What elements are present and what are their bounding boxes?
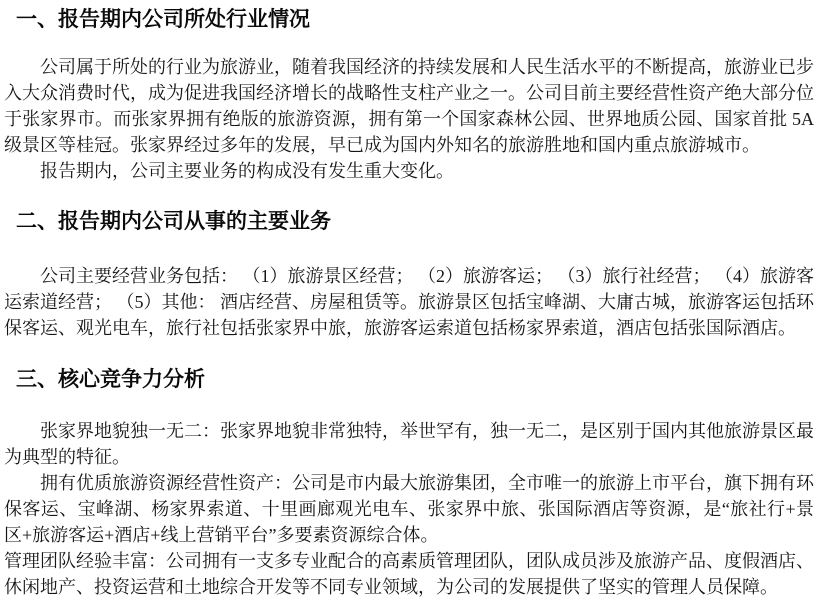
section-main-business bbox=[4, 208, 814, 341]
paragraph-business-scope: 公司主要经营业务包括： （1）旅游景区经营； （2）旅游客运； （3）旅行社经营； （4）旅游客运索道经营； （5）其他： 酒店经营、房屋租赁等。旅游景区包括宝峰湖、大庸古城，旅游客运包括环保客运、观光电车，旅行社包括张家界中旅，旅游客运索道包括杨家界索道，酒店包括张国际酒店。 bbox=[4, 266, 814, 338]
paragraph-no-major-change: 报告期内，公司主要业务的构成没有发生重大变化。 bbox=[40, 161, 454, 181]
paragraph-unique-landform: 张家界地貌独一无二：张家界地貌非常独特，举世罕有，独一无二，是区别于国内其他旅游景区最为典型的特征。 bbox=[4, 421, 814, 467]
section-2-heading: 二、报告期内公司从事的主要业务 bbox=[16, 210, 331, 233]
section-industry-overview bbox=[4, 6, 814, 184]
paragraph-quality-assets: 拥有优质旅游资源经营性资产：公司是市内最大旅游集团，全市唯一的旅游上市平台，旗下拥有环保客运、宝峰湖、杨家界索道、十里画廊观光电车、张家界中旅、张国际酒店等资源，是“旅社行+景区+旅游客运+酒店+线上营销平台”多要素资源综合体。 bbox=[4, 473, 814, 545]
section-3-heading: 三、核心竞争力分析 bbox=[16, 368, 205, 391]
section-1-heading: 一、报告期内公司所处行业情况 bbox=[16, 8, 310, 31]
paragraph-management-team: 管理团队经验丰富：公司拥有一支多专业配合的高素质管理团队，团队成员涉及旅游产品、度假酒店、休闲地产、投资运营和土地综合开发等不同专业领域，为公司的发展提供了坚实的管理人员保障。 bbox=[4, 551, 814, 597]
section-core-competitiveness bbox=[4, 366, 814, 600]
paragraph-industry-description: 公司属于所处的行业为旅游业，随着我国经济的持续发展和人民生活水平的不断提高，旅游业已步入大众消费时代，成为促进我国经济增长的战略性支柱产业之一。公司目前主要经营性资产绝大部分位于张家界市。而张家界拥有绝版的旅游资源，拥有第一个国家森林公园、世界地质公园、国家首批 5A 级景区等桂冠。张家界经过多年的发展，早已成为国内外知名的旅游胜地和国内重点旅游城市。 bbox=[4, 57, 814, 155]
